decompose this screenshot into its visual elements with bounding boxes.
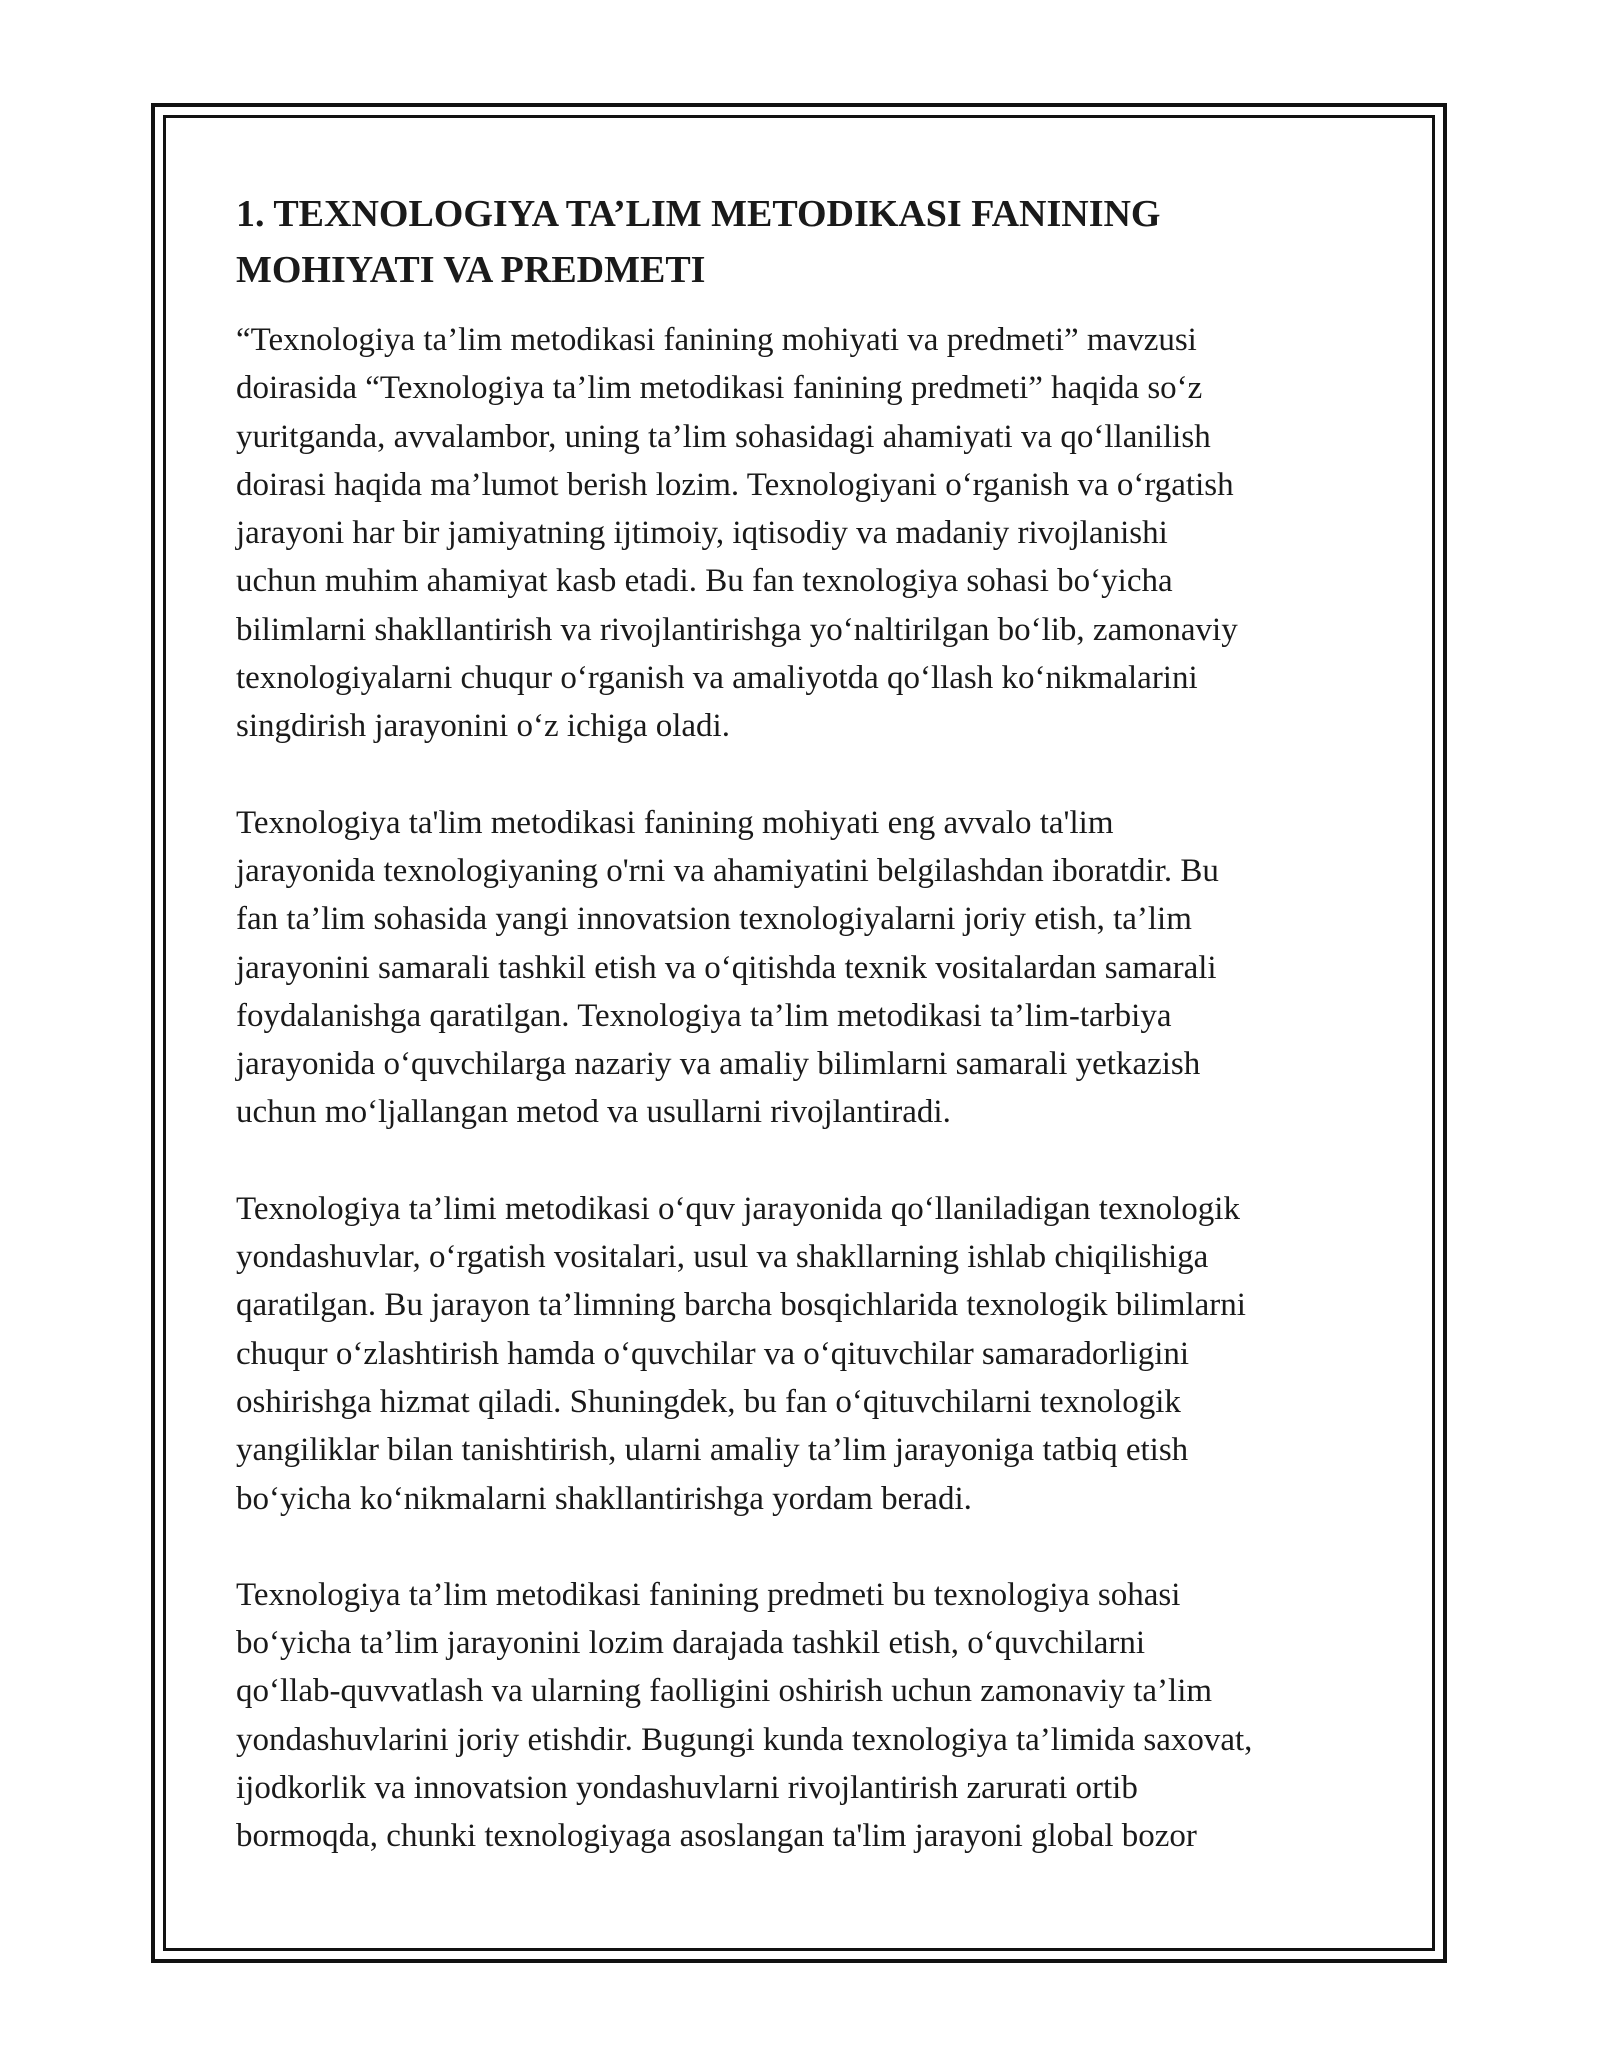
text-line: yangiliklar bilan tanishtirish, ularni amaliy ta’lim jarayoniga tatbiq etish: [236, 1432, 1189, 1469]
section-heading: [236, 186, 1386, 298]
text-line: singdirish jarayonini o‘z ichiga oladi.: [236, 708, 730, 745]
text-line: ijodkorlik va innovatsion yondashuvlarni rivojlantirish zarurati ortib: [236, 1770, 1138, 1807]
text-line: uchun mo‘ljallangan metod va usullarni rivojlantiradi.: [236, 1094, 951, 1131]
text-line: jarayonida o‘quvchilarga nazariy va amaliy bilimlarni samarali yetkazish: [236, 1046, 1201, 1083]
text-line: fan ta’lim sohasida yangi innovatsion texnologiyalarni joriy etish, ta’lim: [236, 901, 1192, 938]
text-line: uchun muhim ahamiyat kasb etadi. Bu fan texnologiya sohasi bo‘yicha: [236, 563, 1173, 600]
text-line: doirasida “Texnologiya ta’lim metodikasi fanining predmeti” haqida so‘z: [236, 370, 1203, 407]
text-line: doirasi haqida ma’lumot berish lozim. Texnologiyani o‘rganish va o‘rgatish: [236, 466, 1234, 503]
text-line: foydalanishga qaratilgan. Texnologiya ta’lim metodikasi ta’lim-tarbiya: [236, 997, 1172, 1034]
paragraph-1: [236, 316, 1386, 751]
text-line: yondashuvlar, o‘rgatish vositalari, usul va shakllarning ishlab chiqilishiga: [236, 1239, 1209, 1276]
text-line: chuqur o‘zlashtirish hamda o‘quvchilar va o‘qituvchilar samaradorligini: [236, 1335, 1190, 1372]
text-line: bo‘yicha ta’lim jarayonini lozim darajada tashkil etish, o‘quvchilarni: [236, 1625, 1146, 1662]
text-line: Texnologiya ta'lim metodikasi fanining mohiyati eng avvalo ta'lim: [236, 804, 1114, 841]
heading-line: MOHIYATI VA PREDMETI: [236, 249, 706, 291]
text-line: jarayoni har bir jamiyatning ijtimoiy, iqtisodiy va madaniy rivojlanishi: [236, 515, 1168, 552]
text-line: bormoqda, chunki texnologiyaga asoslangan ta'lim jarayoni global bozor: [236, 1818, 1197, 1855]
text-line: jarayonini samarali tashkil etish va o‘qitishda texnik vositalardan samarali: [236, 949, 1217, 986]
text-line: qaratilgan. Bu jarayon ta’limning barcha bosqichlarida texnologik bilimlarni: [236, 1287, 1246, 1324]
text-line: texnologiyalarni chuqur o‘rganish va amaliyotda qo‘llash ko‘nikmalarini: [236, 660, 1198, 697]
text-line: yondashuvlarini joriy etishdir. Bugungi kunda texnologiya ta’limida saxovat,: [236, 1721, 1253, 1758]
text-line: yuritganda, avvalambor, uning ta’lim sohasidagi ahamiyati va qo‘llanilish: [236, 418, 1211, 455]
text-line: jarayonida texnologiyaning o'rni va ahamiyatini belgilashdan iboratdir. Bu: [236, 852, 1219, 889]
text-line: “Texnologiya ta’lim metodikasi fanining mohiyati va predmeti” mavzusi: [236, 322, 1197, 358]
paragraph-2: [236, 799, 1386, 1137]
text-line: Texnologiya ta’limi metodikasi o‘quv jarayonida qo‘llaniladigan texnologik: [236, 1190, 1240, 1227]
text-line: Texnologiya ta’lim metodikasi fanining predmeti bu texnologiya sohasi: [236, 1576, 1181, 1613]
text-line: bo‘yicha ko‘nikmalarni shakllantirishga yordam beradi.: [236, 1480, 972, 1517]
text-line: qo‘llab-quvvatlash va ularning faolligini oshirish uchun zamonaviy ta’lim: [236, 1673, 1213, 1710]
paragraph-4: [236, 1571, 1386, 1861]
heading-line: 1. TEXNOLOGIYA TA’LIM METODIKASI FANINING: [236, 193, 1161, 235]
text-line: oshirishga hizmat qiladi. Shuningdek, bu fan o‘qituvchilarni texnologik: [236, 1383, 1181, 1420]
text-line: bilimlarni shakllantirish va rivojlantirishga yo‘naltirilgan bo‘lib, zamonaviy: [236, 611, 1238, 648]
paragraph-3: [236, 1185, 1386, 1523]
document-content: [236, 186, 1386, 1909]
